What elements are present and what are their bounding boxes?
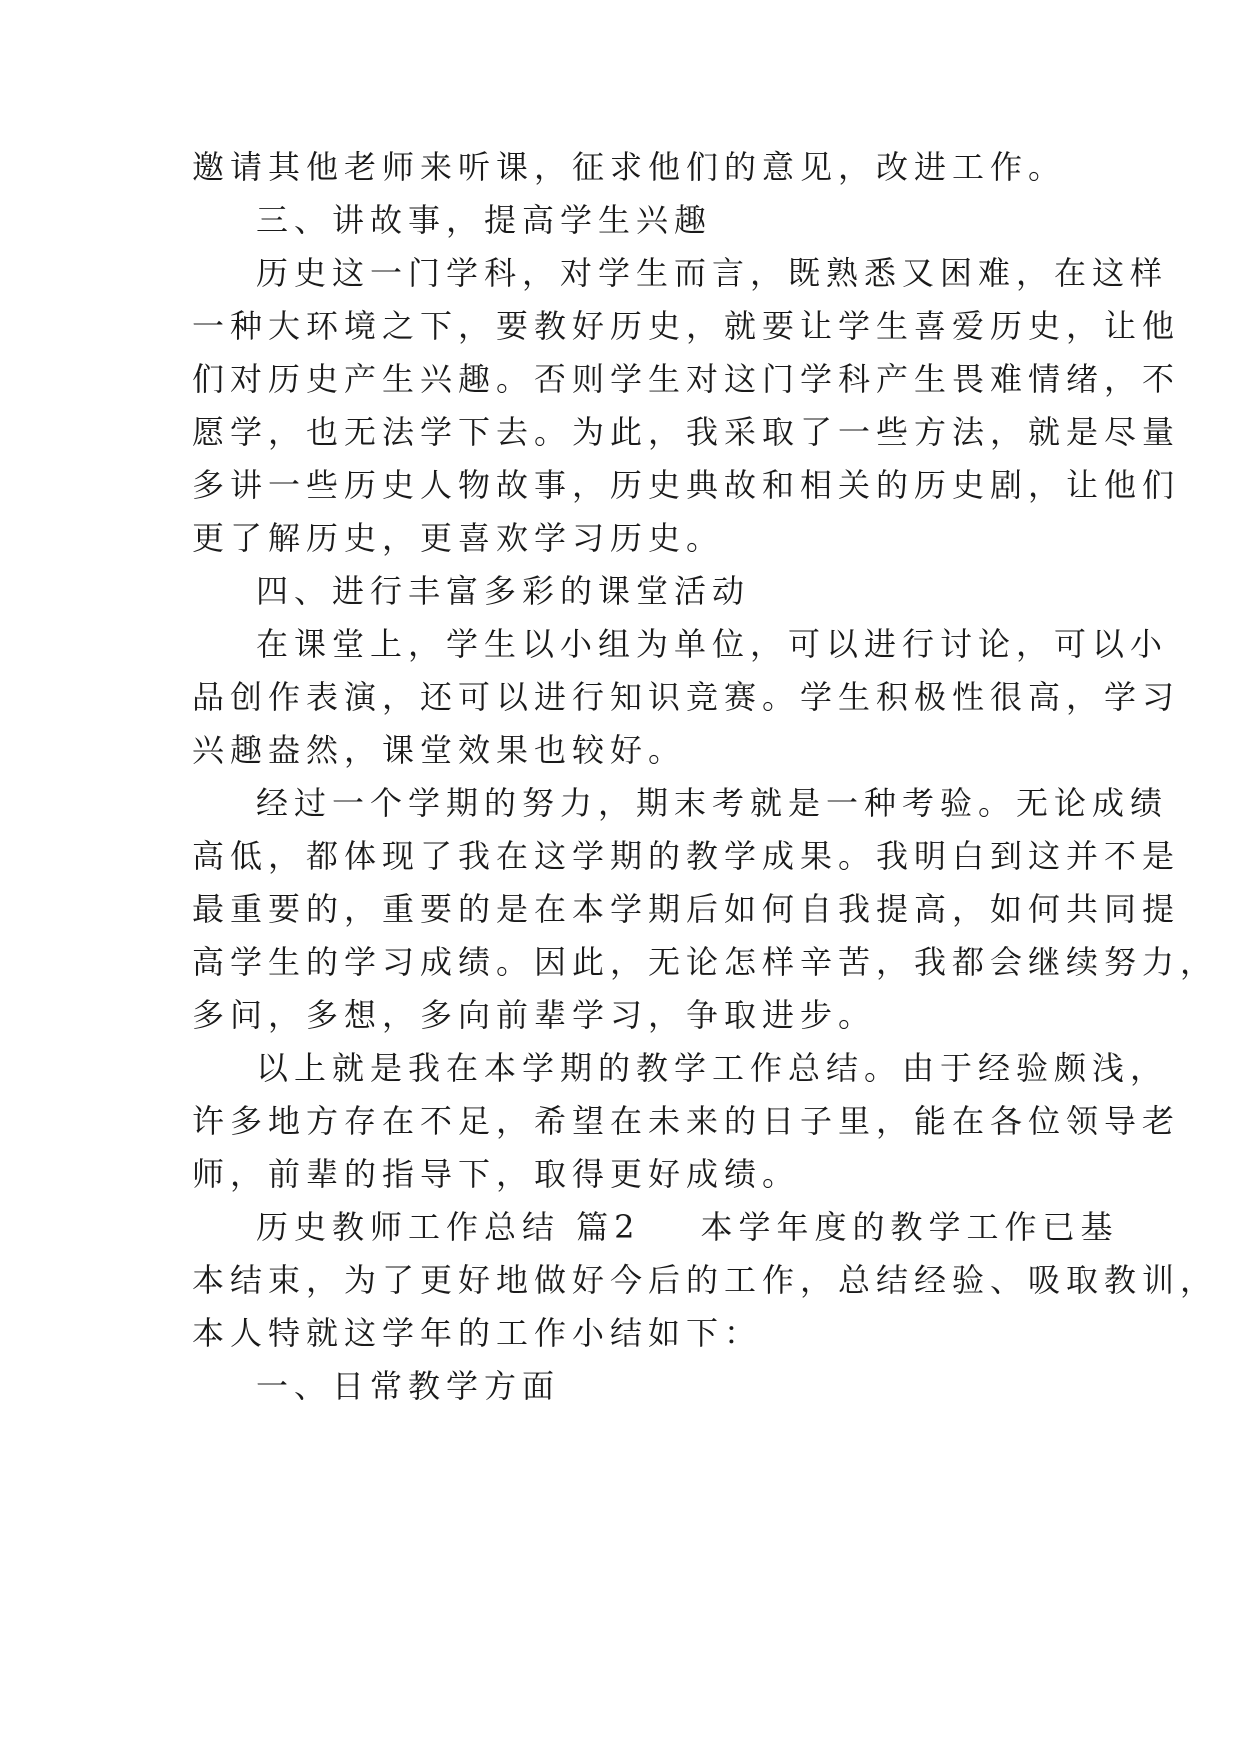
paragraph-line: 愿学，也无法学下去。为此，我采取了一些方法，就是尽量 — [192, 413, 1181, 451]
section-heading-1: 一、日常教学方面 — [256, 1367, 561, 1405]
section-heading-4: 四、进行丰富多彩的课堂活动 — [256, 572, 751, 610]
paragraph-line: 本学年度的教学工作已基 — [700, 1208, 1119, 1246]
paragraph-line: 一种大环境之下，要教好历史，就要让学生喜爱历史，让他 — [192, 307, 1181, 345]
paragraph-line: 更了解历史，更喜欢学习历史。 — [192, 519, 725, 557]
paragraph-line: 本人特就这学年的工作小结如下： — [192, 1314, 763, 1352]
paragraph-line: 最重要的，重要的是在本学期后如何自我提高，如何共同提 — [192, 890, 1181, 928]
paragraph-line: 高学生的学习成绩。因此，无论怎样辛苦，我都会继续努力， — [192, 943, 1219, 981]
paragraph-line: 品创作表演，还可以进行知识竞赛。学生积极性很高，学习 — [192, 678, 1181, 716]
paragraph-line: 们对历史产生兴趣。否则学生对这门学科产生畏难情绪，不 — [192, 360, 1181, 398]
section-heading-3: 三、讲故事，提高学生兴趣 — [256, 201, 713, 239]
paragraph-line: 师，前辈的指导下，取得更好成绩。 — [192, 1155, 801, 1193]
paragraph-line: 经过一个学期的努力，期末考就是一种考验。无论成绩 — [256, 784, 1169, 822]
article-title: 历史教师工作总结 篇2 — [256, 1208, 641, 1246]
paragraph-line: 在课堂上，学生以小组为单位，可以进行讨论，可以小 — [256, 625, 1169, 663]
paragraph-line: 以上就是我在本学期的教学工作总结。由于经验颇浅， — [256, 1049, 1169, 1087]
paragraph-line: 邀请其他老师来听课，征求他们的意见，改进工作。 — [192, 148, 1067, 186]
paragraph-line: 兴趣盎然，课堂效果也较好。 — [192, 731, 687, 769]
paragraph-line: 多讲一些历史人物故事，历史典故和相关的历史剧，让他们 — [192, 466, 1181, 504]
paragraph-line: 许多地方存在不足，希望在未来的日子里，能在各位领导老 — [192, 1102, 1181, 1140]
article-heading-line — [256, 1205, 1119, 1249]
paragraph-line: 本结束，为了更好地做好今后的工作，总结经验、吸取教训， — [192, 1261, 1219, 1299]
paragraph-line: 高低，都体现了我在这学期的教学成果。我明白到这并不是 — [192, 837, 1181, 875]
paragraph-line: 多问，多想，多向前辈学习，争取进步。 — [192, 996, 877, 1034]
paragraph-line: 历史这一门学科，对学生而言，既熟悉又困难，在这样 — [256, 254, 1169, 292]
